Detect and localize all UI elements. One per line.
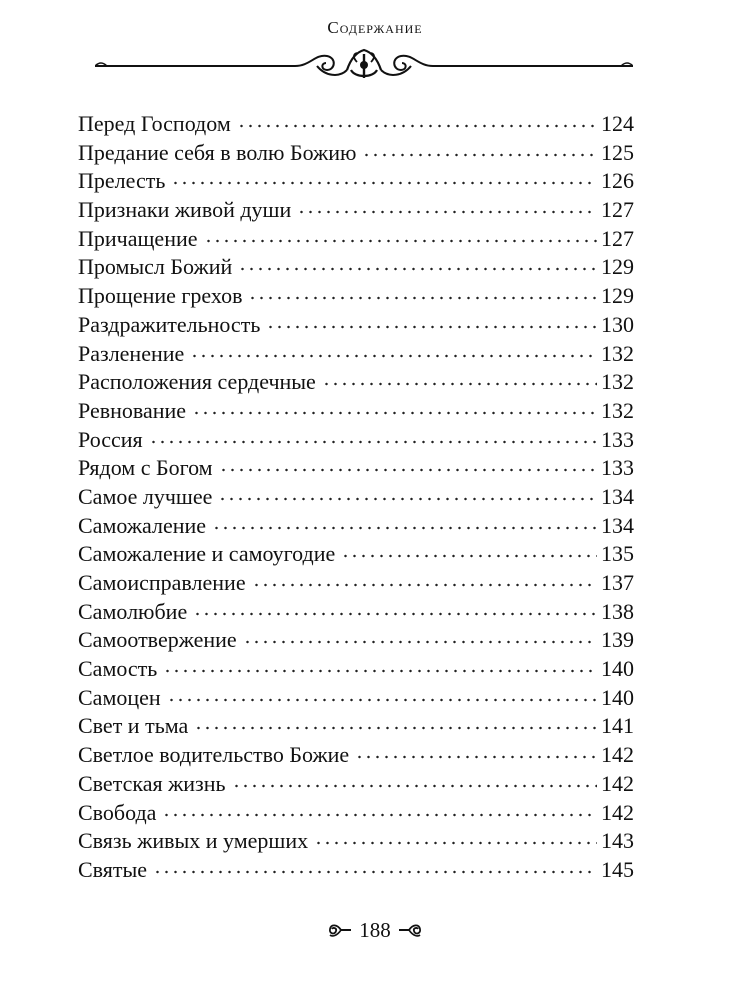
toc-entry [78,569,634,598]
toc-entry-title: Россия [78,426,143,452]
toc-entry [78,770,634,799]
toc-entry-title: Разленение [78,340,185,366]
dot-leader [297,210,597,214]
toc-entry [78,626,634,655]
toc-entry [78,655,634,684]
toc-entry-title: Расположения сердечные [78,369,316,395]
toc-entry-page-number: 138 [601,598,634,624]
toc-entry [78,540,634,569]
toc-entry-title: Свобода [78,799,157,825]
toc-entry [78,856,634,885]
toc-entry [78,397,634,426]
toc-entry-title: Самоотвержение [78,627,237,653]
toc-entry-page-number: 134 [601,483,634,509]
toc-entry [78,598,634,627]
table-of-contents [78,110,634,885]
toc-entry-title: Самолюбие [78,598,188,624]
toc-entry-page-number: 124 [601,111,634,136]
dot-leader [212,526,597,530]
fleuron-left-icon [327,920,353,940]
toc-entry-page-number: 140 [601,684,634,710]
toc-entry-page-number: 129 [601,283,634,309]
toc-entry [78,368,634,397]
toc-entry-page-number: 142 [601,742,634,768]
toc-entry-title: Перед Господом [78,111,231,136]
toc-entry-page-number: 141 [601,713,634,739]
dot-leader [149,440,597,444]
toc-entry [78,827,634,856]
toc-entry-page-number: 127 [601,197,634,223]
dot-leader [355,755,597,759]
toc-entry-title: Самоцен [78,684,161,710]
toc-entry [78,454,634,483]
toc-entry-title: Причащение [78,225,198,251]
toc-entry-title: Рядом с Богом [78,455,213,481]
dot-leader [219,468,597,472]
toc-entry [78,139,634,168]
dot-leader [153,870,597,874]
toc-entry [78,483,634,512]
toc-entry-page-number: 132 [601,397,634,423]
toc-entry-title: Раздражительность [78,311,261,337]
scroll-ornament-icon [95,48,633,84]
toc-entry-title: Ревнование [78,397,187,423]
toc-entry-page-number: 130 [601,311,634,337]
toc-entry-page-number: 133 [601,455,634,481]
dot-leader [171,181,597,185]
toc-entry-title: Предание себя в волю Божию [78,139,357,165]
toc-entry-page-number: 134 [601,512,634,538]
page-footer [0,912,750,948]
page-number: 188 [359,917,391,942]
toc-entry-page-number: 140 [601,656,634,682]
toc-entry-title: Прелесть [78,168,166,194]
toc-entry-title: Связь живых и умерших [78,828,309,854]
toc-entry-page-number: 132 [601,369,634,395]
dot-leader [194,726,597,730]
dot-leader [322,382,597,386]
dot-leader [232,784,597,788]
toc-entry-page-number: 135 [601,541,634,567]
toc-entry [78,340,634,369]
toc-entry [78,253,634,282]
toc-entry-page-number: 129 [601,254,634,280]
toc-entry-page-number: 125 [601,139,634,165]
toc-entry [78,110,634,139]
dot-leader [163,669,597,673]
dot-leader [190,354,597,358]
toc-entry-page-number: 137 [601,570,634,595]
toc-entry-title: Самость [78,656,158,682]
dot-leader [238,267,597,271]
dot-leader [341,554,597,558]
dot-leader [218,497,597,501]
toc-entry [78,426,634,455]
dot-leader [314,841,597,845]
toc-entry-page-number: 139 [601,627,634,653]
toc-entry [78,167,634,196]
toc-entry-title: Светлое водительство Божие [78,742,350,768]
dot-leader [252,583,597,587]
toc-entry-page-number: 126 [601,168,634,194]
dot-leader [243,640,597,644]
dot-leader [193,612,597,616]
dot-leader [266,325,597,329]
dot-leader [204,239,597,243]
toc-entry-page-number: 145 [601,856,634,882]
toc-entry [78,196,634,225]
toc-entry-page-number: 142 [601,770,634,796]
dot-leader [162,813,597,817]
dot-leader [248,296,597,300]
toc-entry-title: Светская жизнь [78,770,226,796]
toc-entry-title: Саможаление и самоугодие [78,541,336,567]
toc-entry-title: Самоисправление [78,570,246,595]
dot-leader [362,153,597,157]
toc-entry [78,684,634,713]
toc-entry-title: Святые [78,856,148,882]
toc-entry [78,282,634,311]
toc-entry [78,712,634,741]
toc-entry [78,225,634,254]
toc-entry-title: Признаки живой души [78,197,292,223]
toc-entry-page-number: 127 [601,225,634,251]
dot-leader [192,411,597,415]
toc-entry-title: Самое лучшее [78,483,213,509]
dot-leader [167,698,597,702]
toc-entry [78,512,634,541]
toc-entry-title: Промысл Божий [78,254,233,280]
toc-entry [78,741,634,770]
toc-entry-page-number: 133 [601,426,634,452]
toc-entry [78,311,634,340]
running-head: Содержание [327,18,423,37]
toc-entry-title: Свет и тьма [78,713,189,739]
toc-entry [78,799,634,828]
fleuron-right-icon [397,920,423,940]
toc-entry-page-number: 132 [601,340,634,366]
toc-entry-page-number: 142 [601,799,634,825]
dot-leader [237,124,597,128]
toc-entry-title: Саможаление [78,512,207,538]
toc-entry-title: Прощение грехов [78,283,243,309]
toc-entry-page-number: 143 [601,828,634,854]
